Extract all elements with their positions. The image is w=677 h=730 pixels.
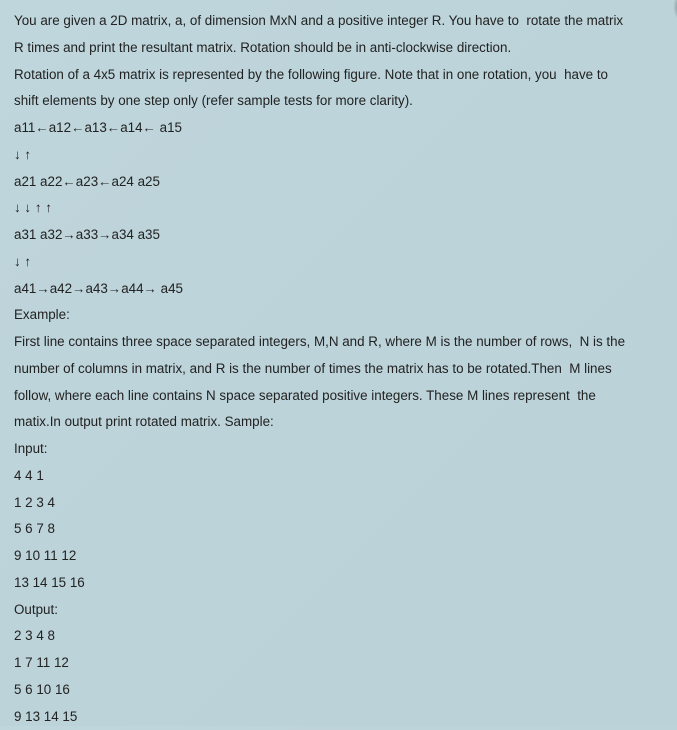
problem-statement [14, 8, 654, 730]
rotation-figure [14, 115, 654, 302]
output-heading: Output: [14, 597, 654, 624]
description-line-4: shift elements by one step only (refer sample tests for more clarity). [14, 88, 654, 115]
figure-row-1: a11←a12←a13←a14← a15 [14, 115, 654, 142]
example-heading: Example: [14, 302, 654, 329]
example-text-line-1: First line contains three space separated integers, M,N and R, where M is the number of rows, N is the [14, 329, 654, 356]
example-text-line-2: number of columns in matrix, and R is the number of times the matrix has to be rotated.Then M lines [14, 356, 654, 383]
input-line: 5 6 7 8 [14, 516, 654, 543]
figure-arrows-2: ↓ ↓ ↑ ↑ [14, 195, 654, 222]
output-line: 5 6 10 16 [14, 677, 654, 704]
figure-arrows-1: ↓ ↑ [14, 142, 654, 169]
figure-row-4: a41→a42→a43→a44→ a45 [14, 276, 654, 303]
description-line-1: You are given a 2D matrix, a, of dimension MxN and a positive integer R. You have to rotate the matrix [14, 8, 654, 35]
sample-output [14, 623, 654, 730]
figure-row-3: a31 a32→a33→a34 a35 [14, 222, 654, 249]
output-line: 2 3 4 8 [14, 623, 654, 650]
figure-row-2: a21 a22←a23←a24 a25 [14, 169, 654, 196]
output-line: 9 13 14 15 [14, 704, 654, 730]
input-line: 9 10 11 12 [14, 543, 654, 570]
input-line: 1 2 3 4 [14, 490, 654, 517]
sample-input [14, 463, 654, 597]
example-text-line-4: matix.In output print rotated matrix. Sample: [14, 409, 654, 436]
input-line: 4 4 1 [14, 463, 654, 490]
input-line: 13 14 15 16 [14, 570, 654, 597]
example-text-line-3: follow, where each line contains N space separated positive integers. These M lines represent the [14, 383, 654, 410]
description-line-2: R times and print the resultant matrix. Rotation should be in anti-clockwise direction. [14, 35, 654, 62]
description-line-3: Rotation of a 4x5 matrix is represented by the following figure. Note that in one rotation, you have to [14, 62, 654, 89]
output-line: 1 7 11 12 [14, 650, 654, 677]
figure-arrows-3: ↓ ↑ [14, 249, 654, 276]
window-corner-shadow [673, 0, 677, 20]
input-heading: Input: [14, 436, 654, 463]
